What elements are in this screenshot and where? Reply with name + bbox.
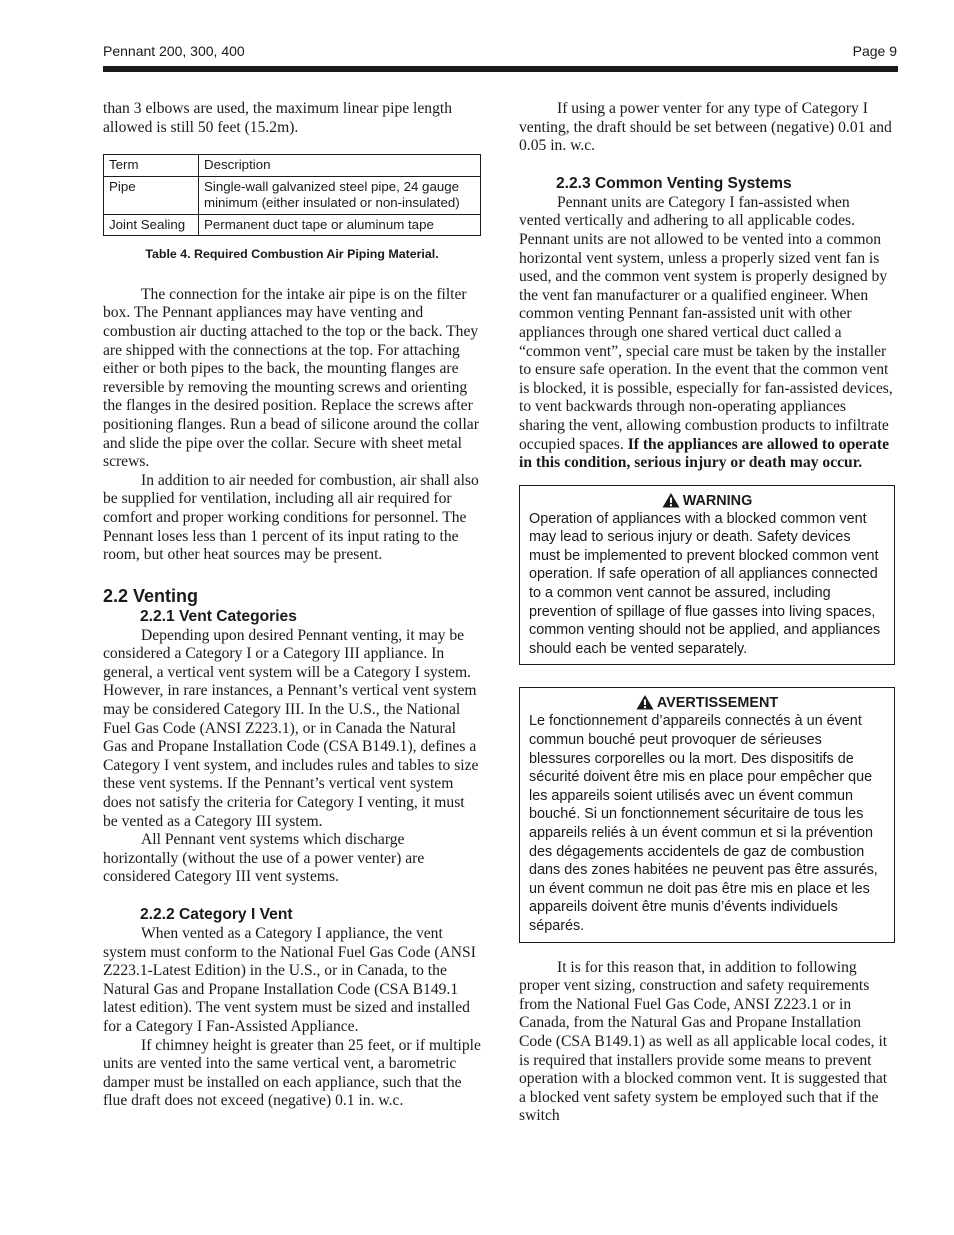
page-number: Page 9 [852,43,897,59]
table-cell: Permanent duct tape or aluminum tape [199,214,481,236]
common-venting-text: Pennant units are Category I fan-assisted when vented vertically and adhering to all applicable codes. Pennant units are not allowed to be vented into a common horizontal vent system, unless a properly sized vent fan is used, and the common vent system is properly designed by the vent fan manufacturer or a qualified engineer. When common venting Pennant fan-assisted unit with other appliances through one shared vertical duct called a “common vent”, special care must be taken by the installer to ensure safe operation. In the event that the common vent is blocked, it is possible, especially for fan-assisted devices, to vent backwards through non-operating appliances sharing the vent, allowing combustion products to infiltrate occupied spaces. [519,193,893,453]
table-cell: Single-wall galvanized steel pipe, 24 gauge minimum (either insulated or non-insulated) [199,176,481,214]
table-header-cell: Term [104,155,199,177]
avertissement-box [519,687,895,942]
table-cell: Joint Sealing [104,214,199,236]
common-venting-bold-text: If the appliances are allowed to operate in this condition, serious injury or death may occur. [519,435,889,472]
ventilation-paragraph: In addition to air needed for combustion, air shall also be supplied for ventilation, including all air required for comfort and proper working conditions for personnel. The Pennant loses less than 1 percent of its input rating to the room, but other heat sources may be present. [103,471,479,564]
table-header-cell: Description [199,155,481,177]
table-caption: Table 4. Required Combustion Air Piping Material. [145,247,439,262]
warning-title-text: WARNING [682,492,753,509]
warning-triangle-icon [636,694,654,710]
section-heading-venting: 2.2 Venting [103,585,199,606]
subsection-heading-vent-categories: 2.2.1 Vent Categories [140,607,297,625]
warning-triangle-icon [662,492,680,508]
warning-text: Operation of appliances with a blocked common vent may lead to serious injury or death. Safety devices must be implemented to prevent blocked common vent operation. If safe operation of all appliances connected to a common vent cannot be assured, including prevention of spillage of flue gasses into living spaces, common venting should not be applied, and appliances should each be vented separately. [529,510,881,657]
vent-categories-paragraph: Depending upon desired Pennant venting, it may be considered a Category I or a Category III appliance. In general, a vertical vent system will be a Category I system. However, in rare instances, a Pennant’s vertical vent system may be considered Category III. In the U.S., the National Fuel Gas Code (ANSI Z223.1), or in Canada the Natural Gas and Propane Installation Code (CSA B149.1), defines a Category I vent system, and includes rules and tables to size these vent systems. If the Pennant’s vertical vent system does not satisfy the criteria for Category I venting, it must be vented as a Category III system. [103,626,479,830]
category-i-paragraph: When vented as a Category I appliance, the vent system must conform to the National Fuel Gas Code (ANSI Z223.1-Latest Edition) in the U.S., or in Canada, to the Natural Gas and Propane Installation Code (CSA B149.1 latest edition). The vent system must be sized and installed for a Category I Fan-Assisted Appliance. [103,925,476,1035]
document-title: Pennant 200, 300, 400 [103,43,245,59]
piping-material-table [103,154,481,236]
table-row [104,214,481,236]
left-column [103,100,481,1111]
intake-paragraph: The connection for the intake air pipe is on the filter box. The Pennant appliances may have venting and combustion air ducting attached to the top or the back. They are shipped with the connections at the top. For attaching either or both pipes to the back, the mounting flanges are reversible by removing the mounting screws and orienting the flanges in the desired position. Replace the screws after positioning flanges. Run a bead of silicone around the collar and slide the pipe over the collar. Secure with sheet metal screws. [103,285,479,471]
warning-box [519,485,895,666]
common-venting-paragraph [519,194,895,473]
table-row [104,176,481,214]
table-header-row [104,155,481,177]
avertissement-title [529,694,885,712]
horizontal-vent-paragraph: All Pennant vent systems which discharge horizontally (without the use of a power venter) are considered Category III vent systems. [103,831,425,886]
header-rule [103,66,898,72]
warning-title [529,492,885,510]
avertissement-text: Le fonctionnement d’appareils connectés à un évent commun bouché peut provoquer de sérieuses blessures corporelles ou la mort. Des dispositifs de sécurité doivent être mis en place pour empêcher que les appareils soient utilisés avec un évent commun bouché. Si un fonctionnement sécuritaire de tous les appareils reliés à un évent commun et si la prévention des dégagements accidentels de gaz de combustion dans des zones habitées ne peuvent pas être assurés, un évent commun ne doit pas être mis en place et les appareils doivent être munis d’évents individuels séparés. [529,713,878,934]
avertissement-title-text: AVERTISSEMENT [656,695,779,712]
chimney-paragraph: If chimney height is greater than 25 feet, or if multiple units are vented into the same vertical vent, a barometric damper must be installed on each appliance, such that the flue draft does not exceed (negative) 0.1 in. w.c. [103,1036,481,1110]
subsection-heading-common-venting: 2.2.3 Common Venting Systems [556,174,792,192]
table-cell: Pipe [104,176,199,214]
power-venter-paragraph: If using a power venter for any type of Category I venting, the draft should be set between (negative) 0.01 and 0.05 in. w.c. [519,100,892,155]
subsection-heading-category-i: 2.2.2 Category I Vent [140,906,293,923]
blocked-vent-paragraph: It is for this reason that, in addition to following proper vent sizing, construction and safety requirements from the National Fuel Gas Code, ANSI Z223.1 or in Canada, from the Natural Gas and Propane Installation Code (CSA B149.1) as well as all applicable local codes, it is required that installers provide some means to prevent operation with a blocked common vent. It is suggested that a blocked vent safety system be employed such that if the switch [519,958,888,1125]
intro-paragraph: than 3 elbows are used, the maximum linear pipe length allowed is still 50 feet (15.2m). [103,100,453,136]
right-column [519,100,895,1126]
